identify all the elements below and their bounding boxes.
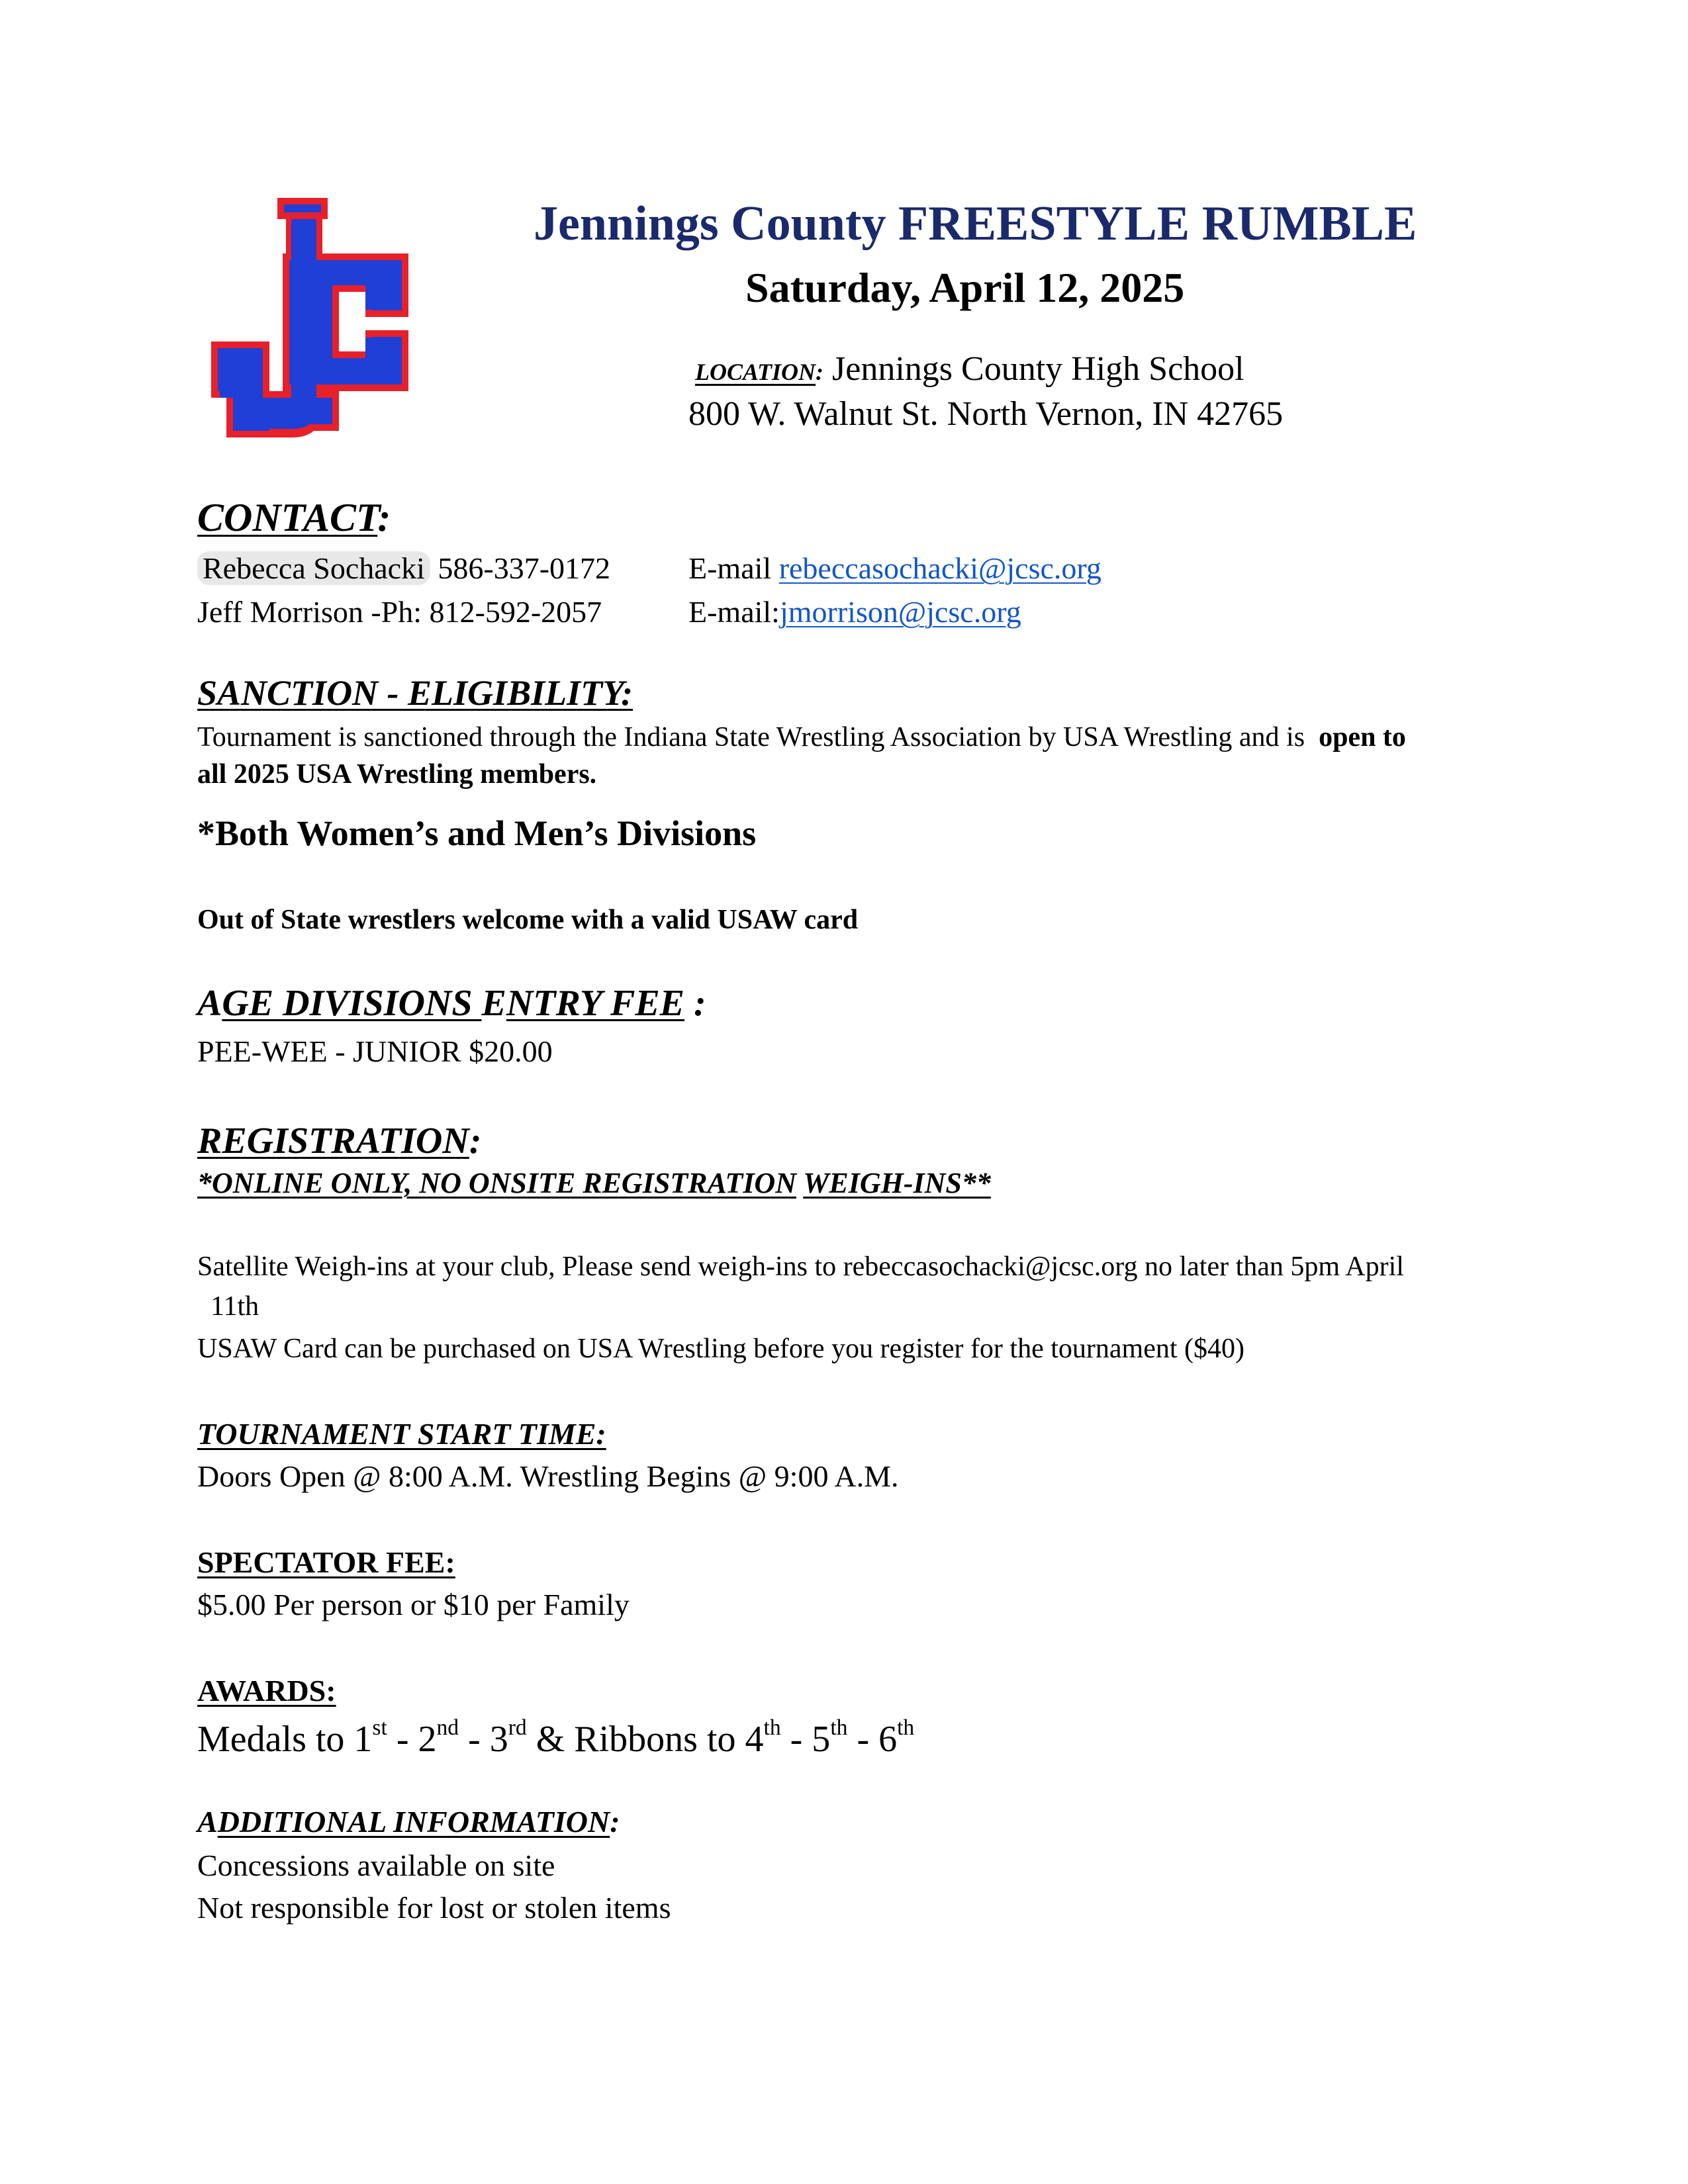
awards-s5: th bbox=[830, 1715, 848, 1740]
age-heading-e: E bbox=[481, 983, 506, 1024]
page-title: Jennings County FREESTYLE RUMBLE bbox=[534, 197, 1417, 251]
contact-row-2: Jeff Morrison -Ph: 812-592-2057 bbox=[197, 595, 602, 629]
spectator-heading: SPECTATOR FEE: bbox=[197, 1545, 455, 1579]
location-label: LOCATION bbox=[695, 359, 816, 385]
age-heading-a: A bbox=[197, 983, 222, 1024]
start-time-text: Doors Open @ 8:00 A.M. Wrestling Begins @ 9:00 A.M. bbox=[197, 1459, 899, 1493]
weighins-line1: Satellite Weigh-ins at your club, Please send weigh-ins to rebeccasochacki@jcsc.org no later than 5pm April bbox=[197, 1251, 1404, 1282]
age-heading-end: NTRY FEE bbox=[506, 983, 685, 1024]
start-time-heading: TOURNAMENT START TIME: bbox=[197, 1417, 606, 1451]
awards-t3: - 3 bbox=[459, 1719, 508, 1760]
sanction-heading: SANCTION - ELIGIBILITY: bbox=[197, 673, 633, 713]
contact-heading-colon: : bbox=[377, 496, 391, 539]
out-of-state-note: Out of State wrestlers welcome with a valid USAW card bbox=[197, 905, 859, 935]
jc-logo bbox=[207, 196, 444, 446]
sanction-bold-1: open to bbox=[1319, 722, 1406, 752]
additional-heading-colon: : bbox=[610, 1805, 620, 1839]
age-fee: PEE-WEE - JUNIOR $20.00 bbox=[197, 1034, 553, 1068]
awards-s4: th bbox=[763, 1715, 781, 1740]
divisions-note: *Both Women’s and Men’s Divisions bbox=[197, 813, 757, 853]
location-line bbox=[695, 349, 1244, 388]
registration-sub-b: WEIGH-INS** bbox=[803, 1167, 991, 1199]
contact-row-1 bbox=[197, 551, 610, 586]
contact-email-row-1 bbox=[688, 551, 1102, 586]
additional-heading-a: A bbox=[197, 1805, 218, 1839]
awards-t2: - 2 bbox=[387, 1719, 437, 1760]
email-link-rebecca[interactable]: rebeccasochacki@jcsc.org bbox=[778, 551, 1102, 585]
spectator-text: $5.00 Per person or $10 per Family bbox=[197, 1588, 630, 1621]
email-label-1: E-mail bbox=[688, 551, 779, 585]
awards-s1: st bbox=[372, 1715, 387, 1740]
contact-email-row-2 bbox=[688, 594, 1021, 629]
additional-line2: Not responsible for lost or stolen items bbox=[197, 1891, 671, 1925]
person-chip-rebecca[interactable]: Rebecca Sochacki bbox=[197, 551, 430, 585]
awards-t6: - 6 bbox=[847, 1719, 898, 1760]
additional-line1: Concessions available on site bbox=[197, 1848, 555, 1882]
registration-heading-colon: : bbox=[469, 1120, 482, 1161]
age-heading-colon: : bbox=[684, 983, 706, 1024]
awards-text bbox=[197, 1715, 915, 1760]
email-link-jeff[interactable]: jmorrison@jcsc.org bbox=[779, 595, 1021, 629]
logo-text: JC bbox=[207, 196, 208, 197]
awards-t4: & Ribbons to 4 bbox=[526, 1719, 764, 1760]
location-colon: : bbox=[816, 359, 824, 385]
age-heading bbox=[197, 982, 706, 1024]
awards-heading: AWARDS: bbox=[197, 1674, 336, 1707]
registration-heading bbox=[197, 1120, 481, 1162]
awards-t1: Medals to 1 bbox=[197, 1719, 373, 1760]
registration-heading-text: REGISTRATION bbox=[197, 1120, 469, 1161]
event-date: Saturday, April 12, 2025 bbox=[745, 264, 1185, 311]
sanction-text-line2: all 2025 USA Wrestling members. bbox=[197, 759, 597, 790]
registration-sub-a: *ONLINE ONLY, NO ONSITE REGISTRATION bbox=[197, 1167, 796, 1199]
person1-phone: 586-337-0172 bbox=[438, 551, 611, 585]
age-heading-mid: GE DIVISIONS bbox=[222, 983, 482, 1024]
additional-heading-rest: DDITIONAL INFORMATION bbox=[217, 1805, 610, 1839]
location-name: Jennings County High School bbox=[832, 350, 1244, 388]
awards-s6: th bbox=[897, 1715, 915, 1740]
contact-heading bbox=[197, 495, 391, 541]
email-label-2: E-mail: bbox=[688, 595, 780, 629]
awards-t5: - 5 bbox=[780, 1719, 831, 1760]
awards-s2: nd bbox=[436, 1715, 459, 1740]
additional-heading bbox=[197, 1804, 620, 1839]
location-address: 800 W. Walnut St. North Vernon, IN 42765 bbox=[688, 395, 1284, 433]
registration-subheading bbox=[197, 1166, 991, 1200]
awards-s3: rd bbox=[508, 1715, 527, 1740]
weighins-line2: 11th bbox=[211, 1291, 259, 1322]
contact-heading-text: CONTACT bbox=[197, 496, 378, 539]
sanction-plain: Tournament is sanctioned through the Indiana State Wrestling Association by USA Wrestling and is bbox=[197, 722, 1305, 752]
sanction-text-line1 bbox=[197, 721, 1406, 753]
usaw-card-note: USAW Card can be purchased on USA Wrestling before you register for the tournament ($40) bbox=[197, 1334, 1244, 1364]
